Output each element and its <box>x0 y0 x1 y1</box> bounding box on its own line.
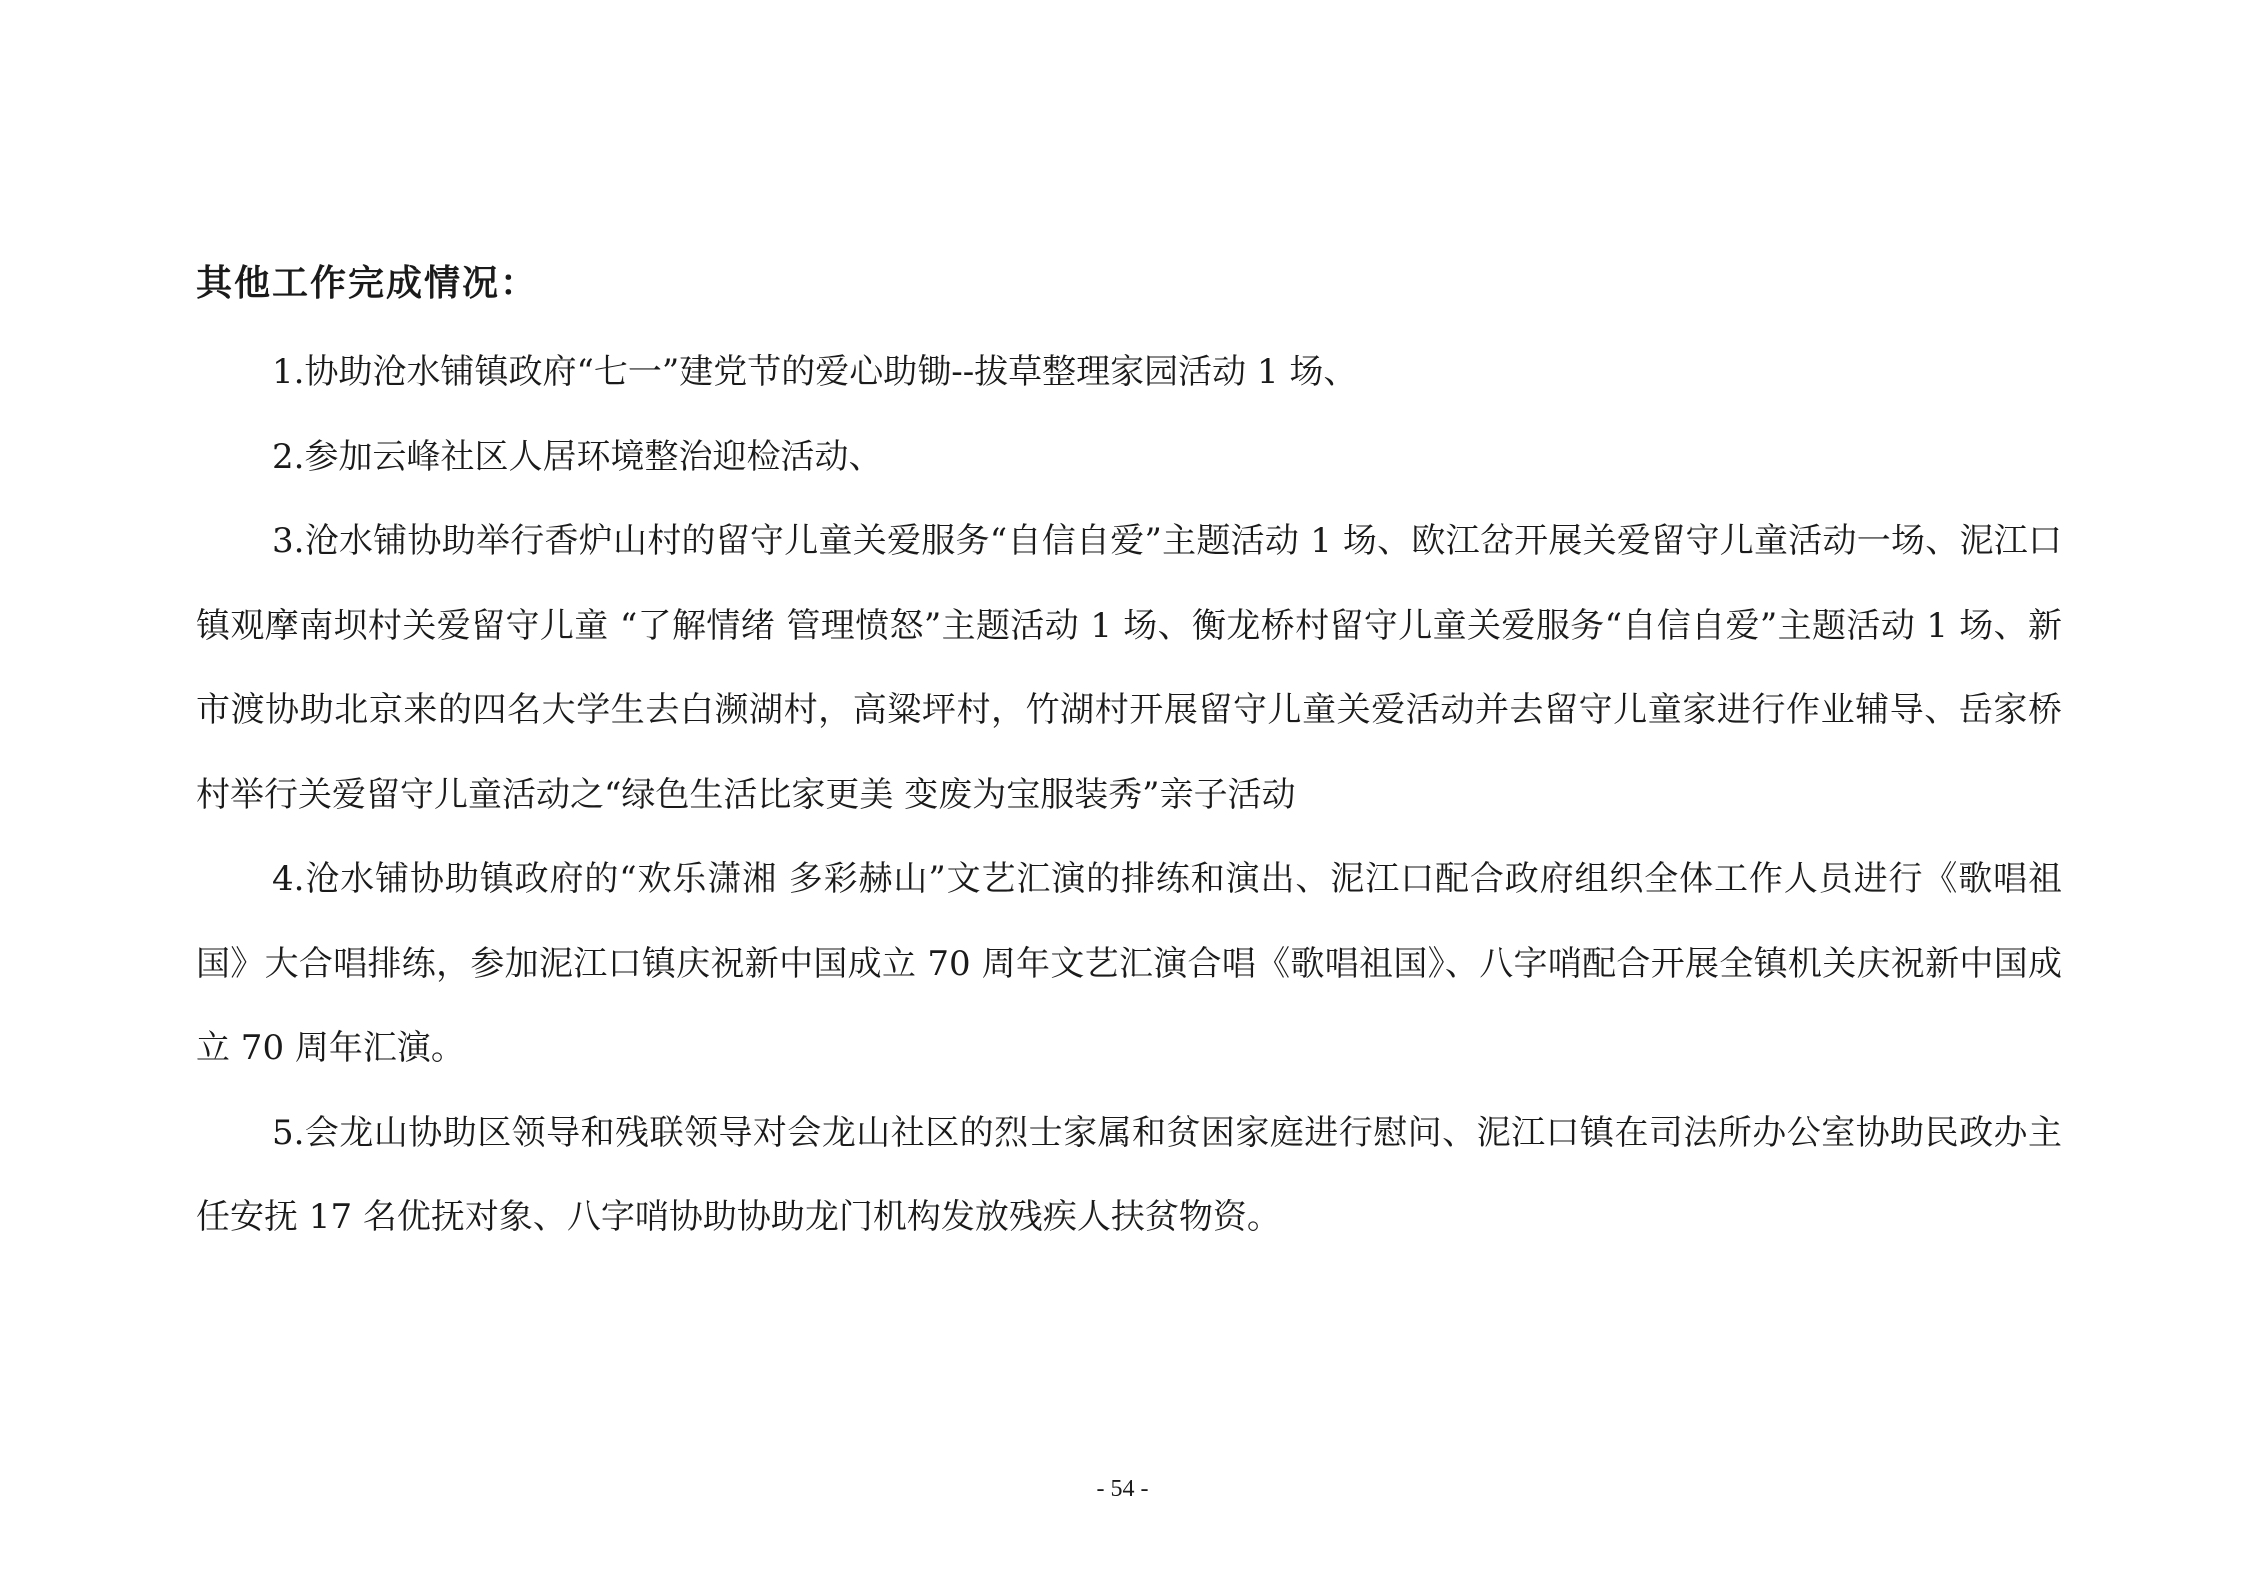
page-number: - 54 - <box>1096 1476 1149 1502</box>
document-body <box>196 330 2062 1260</box>
paragraph-3: 3.沧水铺协助举行香炉山村的留守儿童关爱服务“自信自爱”主题活动 1 场、欧江岔开展关爱留守儿童活动一场、泥江口镇观摩南坝村关爱留守儿童 “了解情绪 管理愤怒”主题活动 1 场、衡龙桥村留守儿童关爱服务“自信自爱”主题活动 1 场、新市渡协助北京来的四名大学生去白濒湖村，高粱坪村，竹湖村开展留守儿童关爱活动并去留守儿童家进行作业辅导、岳家桥村举行关爱留守儿童活动之“绿色生活比家更美 变废为宝服装秀”亲子活动 <box>196 521 2062 815</box>
paragraph-1: 1.协助沧水铺镇政府“七一”建党节的爱心助锄--拔草整理家园活动 1 场、 <box>272 352 1358 392</box>
paragraph-4: 4.沧水铺协助镇政府的“欢乐潇湘 多彩赫山”文艺汇演的排练和演出、泥江口配合政府组织全体工作人员进行《歌唱祖国》大合唱排练，参加泥江口镇庆祝新中国成立 70 周年文艺汇演合唱《歌唱祖国》、八字哨配合开展全镇机关庆祝新中国成立 70 周年汇演。 <box>196 859 2062 1068</box>
paragraph-2: 2.参加云峰社区人居环境整治迎检活动、 <box>272 436 883 477</box>
paragraph-5: 5.会龙山协助区领导和残联领导对会龙山社区的烈士家属和贫困家庭进行慰问、泥江口镇在司法所办公室协助民政办主任安抚 17 名优抚对象、八字哨协助协助龙门机构发放残疾人扶贫物资。 <box>196 1112 2062 1237</box>
section-heading: 其他工作完成情况： <box>196 263 539 304</box>
